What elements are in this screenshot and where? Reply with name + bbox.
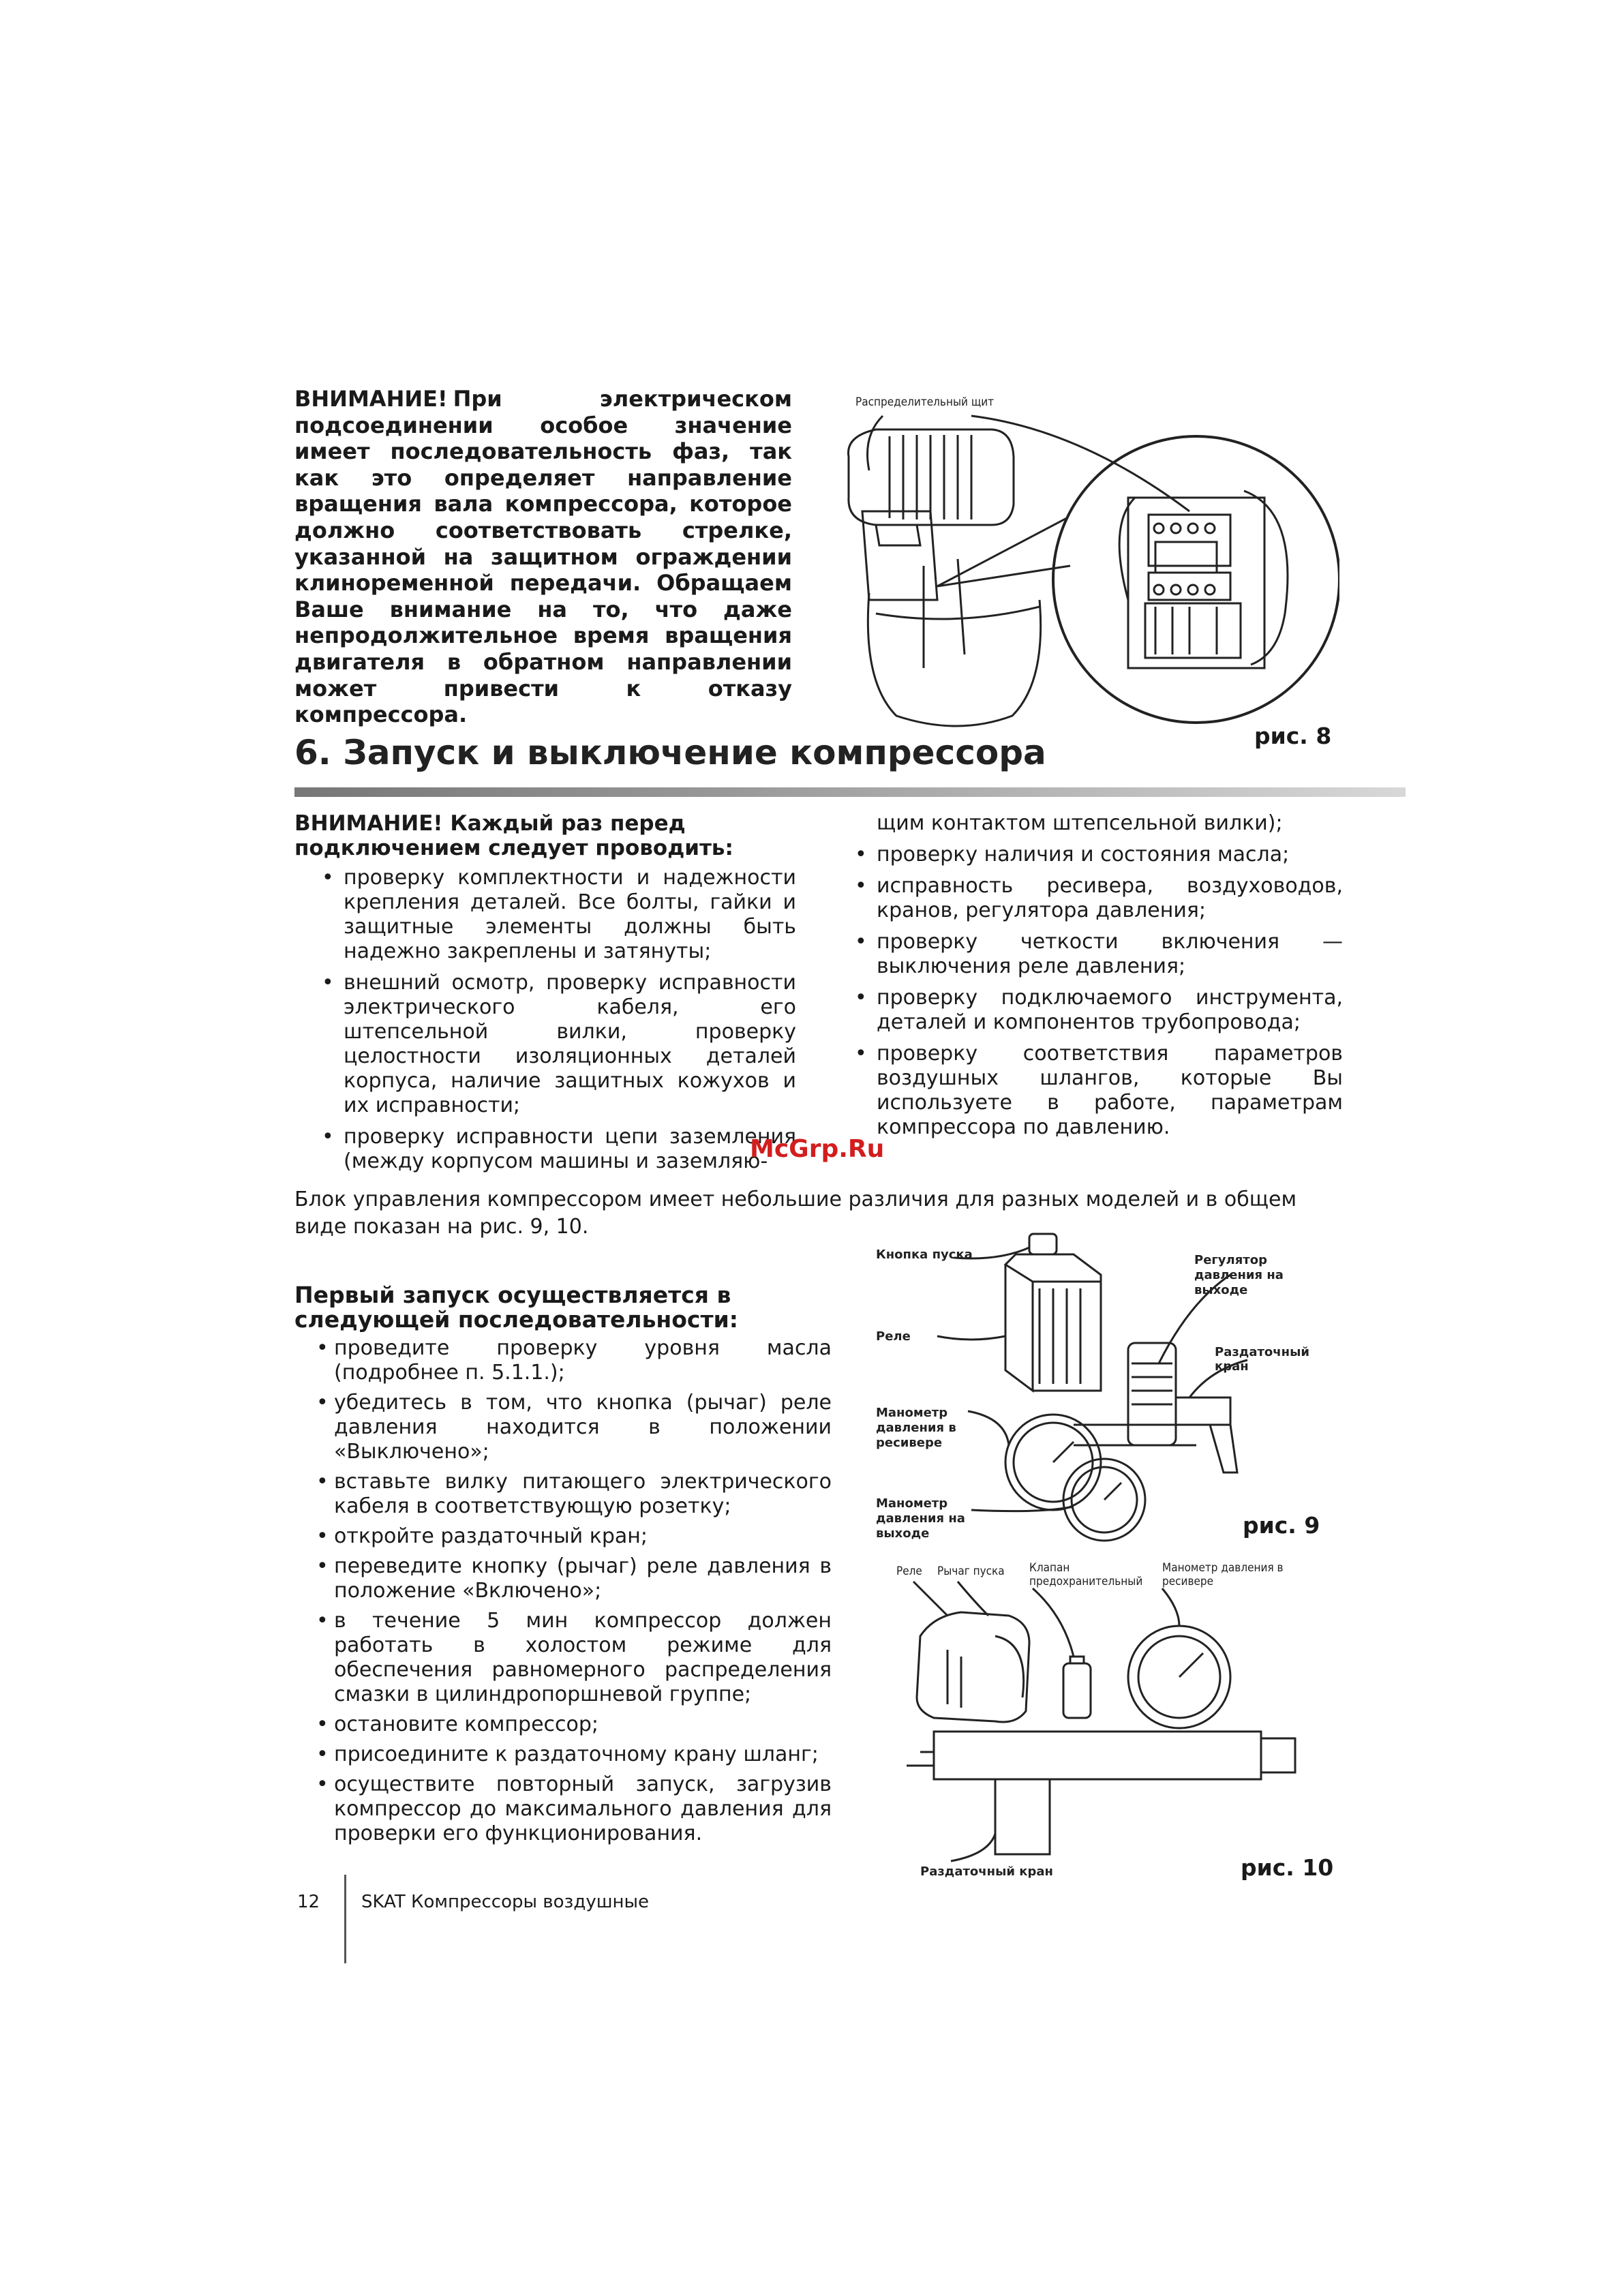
figure-8	[835, 395, 1339, 750]
footer-title: SKAT Компрессоры воздушные	[361, 1892, 650, 1912]
fig9-label: рис. 9	[1243, 1512, 1320, 1539]
checklist-left	[319, 866, 796, 1181]
fig8-caption-distribution-board: Распределительный щит	[855, 395, 995, 409]
list-item: • откройте раздаточный кран;	[314, 1524, 832, 1549]
fig10-caption-outlet-valve: Раздаточный кран	[920, 1864, 1053, 1879]
footer-divider	[344, 1875, 346, 1963]
fig9-caption-start-button: Кнопка пуска	[876, 1248, 973, 1262]
fig9-caption-gauge-outlet: Манометр давления на выходе	[876, 1496, 965, 1541]
fig8-label: рис. 8	[1254, 723, 1332, 749]
list-item: • проверку четкости включения — выключения реле давления;	[852, 930, 1343, 979]
fig8-compressor-drawing	[835, 395, 1339, 750]
section-underline	[294, 787, 1406, 797]
fig9-caption-outlet-valve: Раздаточный кран	[1215, 1345, 1309, 1374]
checklist-right-items	[852, 843, 1343, 1140]
list-item-continuation: щим контактом штепсельной вилки);	[877, 811, 1283, 835]
first-start-title: Первый запуск осуществляется в следующей последовательности:	[294, 1282, 738, 1333]
figure-9	[869, 1227, 1346, 1547]
fig9-caption-regulator: Регулятор давления на выходе	[1194, 1253, 1284, 1297]
list-item: • проверку наличия и состояния масла;	[852, 843, 1343, 867]
list-item: • переведите кнопку (рычаг) реле давления в положение «Включено»;	[314, 1554, 832, 1603]
fig10-caption-gauge-receiver: Манометр давления в ресивере	[1162, 1561, 1284, 1588]
list-item: • проверку подключаемого инструмента, деталей и компонентов трубопровода;	[852, 986, 1343, 1035]
page-number: 12	[297, 1892, 320, 1912]
list-item: • внешний осмотр, проверку исправности электрического кабеля, его штепсельной вилки, проверку целостности изоляционных деталей корпуса, наличие защитных кожухов и их исправности;	[319, 971, 796, 1118]
warning-lead: ВНИМАНИЕ!	[294, 386, 448, 412]
list-item: • исправность ресивера, воздуховодов, кранов, регулятора давления;	[852, 874, 1343, 923]
list-item: • в течение 5 мин компрессор должен работать в холостом режиме для обеспечения равномерного распределения смазки в цилиндропоршневой группе;	[314, 1609, 832, 1707]
warning-before-connection: ВНИМАНИЕ! Каждый раз перед подключением следует проводить:	[294, 811, 733, 860]
list-item: • проверку соответствия параметров воздушных шлангов, которые Вы используете в работе, параметрам компрессора по давлению.	[852, 1042, 1343, 1140]
list-item: • вставьте вилку питающего электрического кабеля в соответствующую розетку;	[314, 1470, 832, 1519]
fig10-caption-start-lever: Рычаг пуска	[937, 1565, 1005, 1578]
control-block-paragraph: Блок управления компрессором имеет небольшие различия для разных моделей и в общем виде показан на рис. 9, 10.	[294, 1188, 1297, 1239]
section-title: 6. Запуск и выключение компрессора	[294, 733, 1046, 772]
fig10-label: рис. 10	[1241, 1854, 1334, 1881]
list-item: • проведите проверку уровня масла (подробнее п. 5.1.1.);	[314, 1336, 832, 1385]
fig9-caption-gauge-receiver: Манометр давления в ресивере	[876, 1406, 956, 1450]
checklist-right	[852, 811, 1343, 1147]
list-item: • осуществите повторный запуск, загрузив компрессор до максимального давления для проверки его функционирования.	[314, 1772, 832, 1846]
fig10-pressure-switch-drawing	[893, 1561, 1343, 1882]
first-start-steps	[314, 1336, 832, 1852]
fig10-caption-relay: Реле	[896, 1565, 922, 1578]
list-item: • присоедините к раздаточному крану шланг;	[314, 1742, 832, 1767]
list-item: • остановите компрессор;	[314, 1712, 832, 1737]
fig9-caption-relay: Реле	[876, 1329, 911, 1344]
list-item: • убедитесь в том, что кнопка (рычаг) реле давления находится в положении «Выключено»;	[314, 1391, 832, 1464]
warning-text: При электрическом подсоединении особое значение имеет последовательность фаз, так как это определяет направление вращения вала компрессора, которое должно соответствовать стрелке, указанной на защитном ограждении клиноременной передачи. Обращаем Ваше внимание на то, что даже непродолжительное время вращения двигателя в обратном направлении может привести к отказу компрессора.	[294, 386, 792, 728]
watermark: McGrp.Ru	[750, 1135, 885, 1163]
list-item: • проверку исправности цепи заземления (между корпусом машины и заземляю-	[319, 1125, 796, 1174]
warning-paragraph-phases	[294, 386, 792, 728]
figure-10	[893, 1561, 1343, 1882]
fig10-caption-safety-valve: Клапан предохранительный	[1029, 1561, 1143, 1588]
list-item: • проверку комплектности и надежности крепления деталей. Все болты, гайки и защитные элементы должны быть надежно закреплены и затянуты;	[319, 866, 796, 964]
